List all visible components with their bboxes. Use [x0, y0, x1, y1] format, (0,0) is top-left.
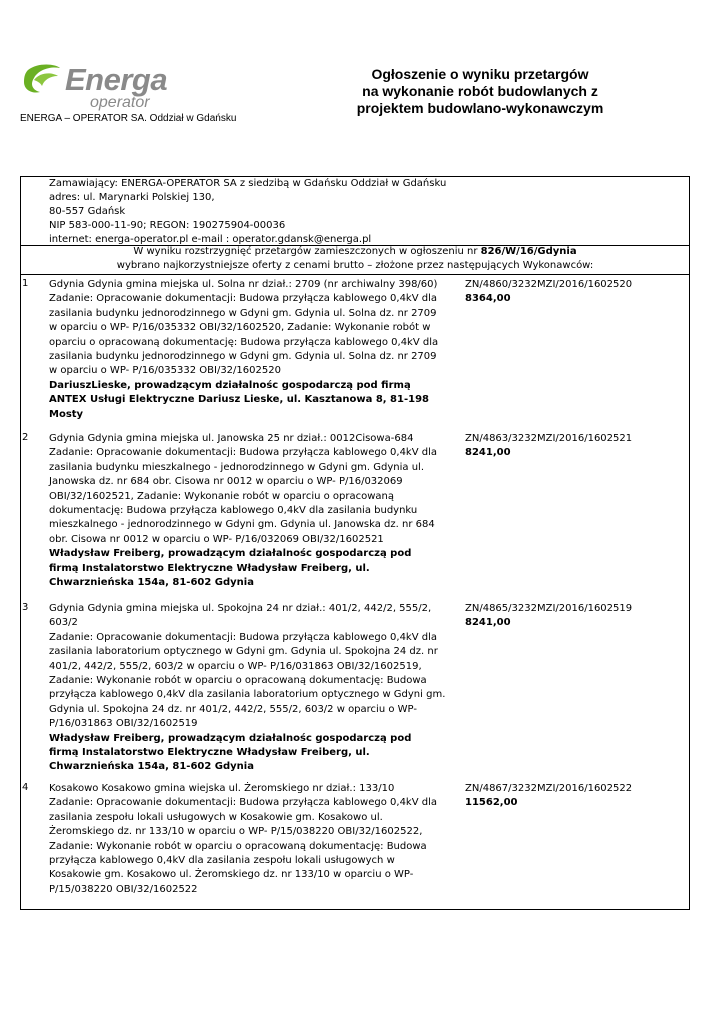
table-divider	[20, 274, 690, 275]
winner-line: Władysław Freiberg, prowadzącym działalnośc gospodarczą pod	[49, 548, 412, 560]
entry-number: 4	[22, 782, 29, 793]
entry-reference	[465, 278, 632, 307]
description-line: dokumentację: Budowa przyłącza kablowego 0,4kV dla zasilania budynku	[49, 505, 418, 517]
description-line: w oparciu o WP- P/16/035332 OBI/32/1602520, Zadanie: Wykonanie robót w	[49, 322, 431, 334]
description-line: Kosakowo Kosakowo gmina wiejska ul. Żeromskiego nr dział.: 133/10	[49, 783, 395, 794]
client-line: Zamawiający: ENERGA-OPERATOR SA z siedzibą w Gdańsku Oddział w Gdańsku	[49, 178, 447, 189]
description-line: Gdynia Gdynia gmina miejska ul. Janowska 25 nr dział.: 0012Cisowa-684	[49, 433, 414, 444]
winner-line: firmą Instalatorstwo Elektryczne Władysław Freiberg, ul.	[49, 562, 370, 574]
energa-logo	[20, 62, 220, 114]
description-line: 603/2	[49, 617, 78, 629]
offer-price: 8241,00	[465, 447, 511, 459]
description-line: Zadanie: Wykonanie robót w oparciu o opracowaną dokumentację: Budowa	[49, 675, 427, 687]
description-line: Żeromskiego dz. nr 133/10 w oparciu o WP- P/15/038220 OBI/32/1602522,	[49, 826, 423, 838]
description-line: Gdynia Gdynia gmina miejska ul. Spokojna 24 nr dział.: 401/2, 442/2, 555/2,	[49, 603, 432, 614]
description-line: Zadanie: Opracowanie dokumentacji: Budowa przyłącza kablowego 0,4kV dla	[49, 631, 437, 643]
intro-line: wybrano najkorzystniejsze oferty z cenami brutto – złożone przez następujących Wykonawców:	[116, 259, 594, 271]
winner-line: Chwarznieńska 154a, 81-602 Gdynia	[49, 761, 254, 773]
entry-description	[49, 278, 461, 422]
description-line: zasilania zespołu lokali usługowych w Kosakowie gm. Kosakowo ul.	[49, 811, 383, 823]
description-line: zasilania budynku jednorodzinnego w Gdyni gm. Gdynia ul. Solna dz. nr 2709	[49, 307, 437, 319]
description-line: Kosakowie gm. Kosakowo ul. Żeromskiego dz. nr 133/10 w oparciu o WP-	[49, 869, 414, 881]
description-line: mieszkalnego - jednorodzinnego w Gdyni gm. Gdynia ul. Janowska dz. nr 684	[49, 519, 435, 531]
logo-wordmark: Energa	[65, 62, 168, 97]
entry-description	[49, 782, 461, 897]
client-info	[49, 177, 446, 247]
entry-number: 2	[22, 432, 29, 443]
title-line: Ogłoszenie o wyniku przetargów	[371, 66, 589, 82]
client-line: NIP 583-000-11-90; REGON: 190275904-00036	[49, 220, 286, 231]
energa-leaf-icon	[20, 62, 64, 102]
description-line: P/15/038220 OBI/32/1602522	[49, 883, 198, 895]
description-line: Gdynia Gdynia gmina miejska ul. Solna nr dział.: 2709 (nr archiwalny 398/60)	[49, 279, 438, 290]
description-line: w oparciu o WP- P/16/035332 OBI/32/1602520	[49, 365, 281, 377]
company-name: ENERGA – OPERATOR SA. Oddział w Gdańsku	[20, 113, 237, 124]
title-line: projektem budowlano-wykonawczym	[356, 100, 604, 116]
description-line: Zadanie: Wykonanie robót w oparciu o opracowaną dokumentację: Budowa	[49, 840, 427, 852]
description-line: Gdynia ul. Spokojna 24 dz. nr 401/2, 442/2, 555/2, 603/2 w oparciu o WP-	[49, 703, 417, 715]
description-line: OBI/32/1602521, Zadanie: Wykonanie robót w oparciu o opracowaną	[49, 490, 395, 502]
reference-number: ZN/4867/3232MZI/2016/1602522	[465, 783, 633, 794]
winner-line: Mosty	[49, 408, 84, 420]
intro-line	[20, 245, 690, 259]
winner-line: Chwarznieńska 154a, 81-602 Gdynia	[49, 577, 254, 589]
description-line: zasilania budynku mieszkalnego - jednorodzinnego w Gdyni gm. Gdynia ul.	[49, 461, 424, 473]
description-line: Janowska dz. nr 684 obr. Cisowa nr 0012 w oparciu o WP- P/16/032069	[49, 476, 403, 488]
winner-line: Władysław Freiberg, prowadzącym działalnośc gospodarczą pod	[49, 732, 412, 744]
logo-subtext: operator	[90, 94, 150, 111]
reference-number: ZN/4865/3232MZI/2016/1602519	[465, 603, 633, 614]
client-line: adres: ul. Marynarki Polskiej 130,	[49, 192, 215, 203]
intro-text-part: W wyniku rozstrzygnięć przetargów zamieszczonych w ogłoszeniu nr	[133, 246, 481, 257]
winner-line: firmą Instalatorstwo Elektryczne Władysław Freiberg, ul.	[49, 747, 370, 759]
description-line: obr. Cisowa nr 0012 w oparciu o WP- P/16/032069 OBI/32/1602521	[49, 533, 384, 545]
entry-number: 1	[22, 278, 29, 289]
description-line: zasilania budynku jednorodzinnego w Gdyni gm. Gdynia ul. Solna dz. nr 2709	[49, 351, 437, 363]
description-line: Zadanie: Opracowanie dokumentacji: Budowa przyłącza kablowego 0,4kV dla	[49, 293, 437, 305]
winner-line: DariuszLieske, prowadzącym działalnośc gospodarczą pod firmą	[49, 379, 411, 391]
description-line: Zadanie: Opracowanie dokumentacji: Budowa przyłącza kablowego 0,4kV dla	[49, 797, 437, 809]
description-line: 401/2, 442/2, 555/2, 603/2 w oparciu o WP- P/16/031863 OBI/32/1602519,	[49, 660, 422, 672]
offer-price: 8241,00	[465, 617, 511, 629]
offer-price: 11562,00	[465, 797, 518, 809]
entry-number: 3	[22, 602, 29, 613]
entry-reference	[465, 782, 632, 811]
offer-price: 8364,00	[465, 293, 511, 305]
description-line: oparciu o opracowaną dokumentację: Budowa przyłącza kablowego 0,4kV dla	[49, 336, 439, 348]
announcement-number: 826/W/16/Gdynia	[480, 246, 577, 257]
entry-description	[49, 602, 461, 775]
intro-text	[20, 245, 690, 272]
reference-number: ZN/4860/3232MZI/2016/1602520	[465, 279, 633, 290]
document-title	[330, 66, 630, 117]
winner-line: ANTEX Usługi Elektryczne Dariusz Lieske, ul. Kasztanowa 8, 81-198	[49, 394, 429, 406]
entry-reference	[465, 602, 632, 631]
title-line: na wykonanie robót budowlanych z	[362, 83, 598, 99]
entry-reference	[465, 432, 632, 461]
description-line: Zadanie: Opracowanie dokumentacji: Budowa przyłącza kablowego 0,4kV dla	[49, 447, 437, 459]
description-line: P/16/031863 OBI/32/1602519	[49, 718, 198, 730]
description-line: przyłącza kablowego 0,4kV dla zasilania zespołu lokali usługowych w	[49, 855, 395, 867]
entry-description	[49, 432, 461, 590]
client-line: 80-557 Gdańsk	[49, 206, 126, 217]
description-line: przyłącza kablowego 0,4kV dla zasilania laboratorium optycznego w Gdyni gm.	[49, 689, 446, 701]
description-line: zasilania laboratorium optycznego w Gdyni gm. Gdynia ul. Spokojna 24 dz. nr	[49, 646, 438, 658]
reference-number: ZN/4863/3232MZI/2016/1602521	[465, 433, 633, 444]
client-line: internet: energa-operator.pl e-mail : operator.gdansk@energa.pl	[49, 234, 372, 245]
